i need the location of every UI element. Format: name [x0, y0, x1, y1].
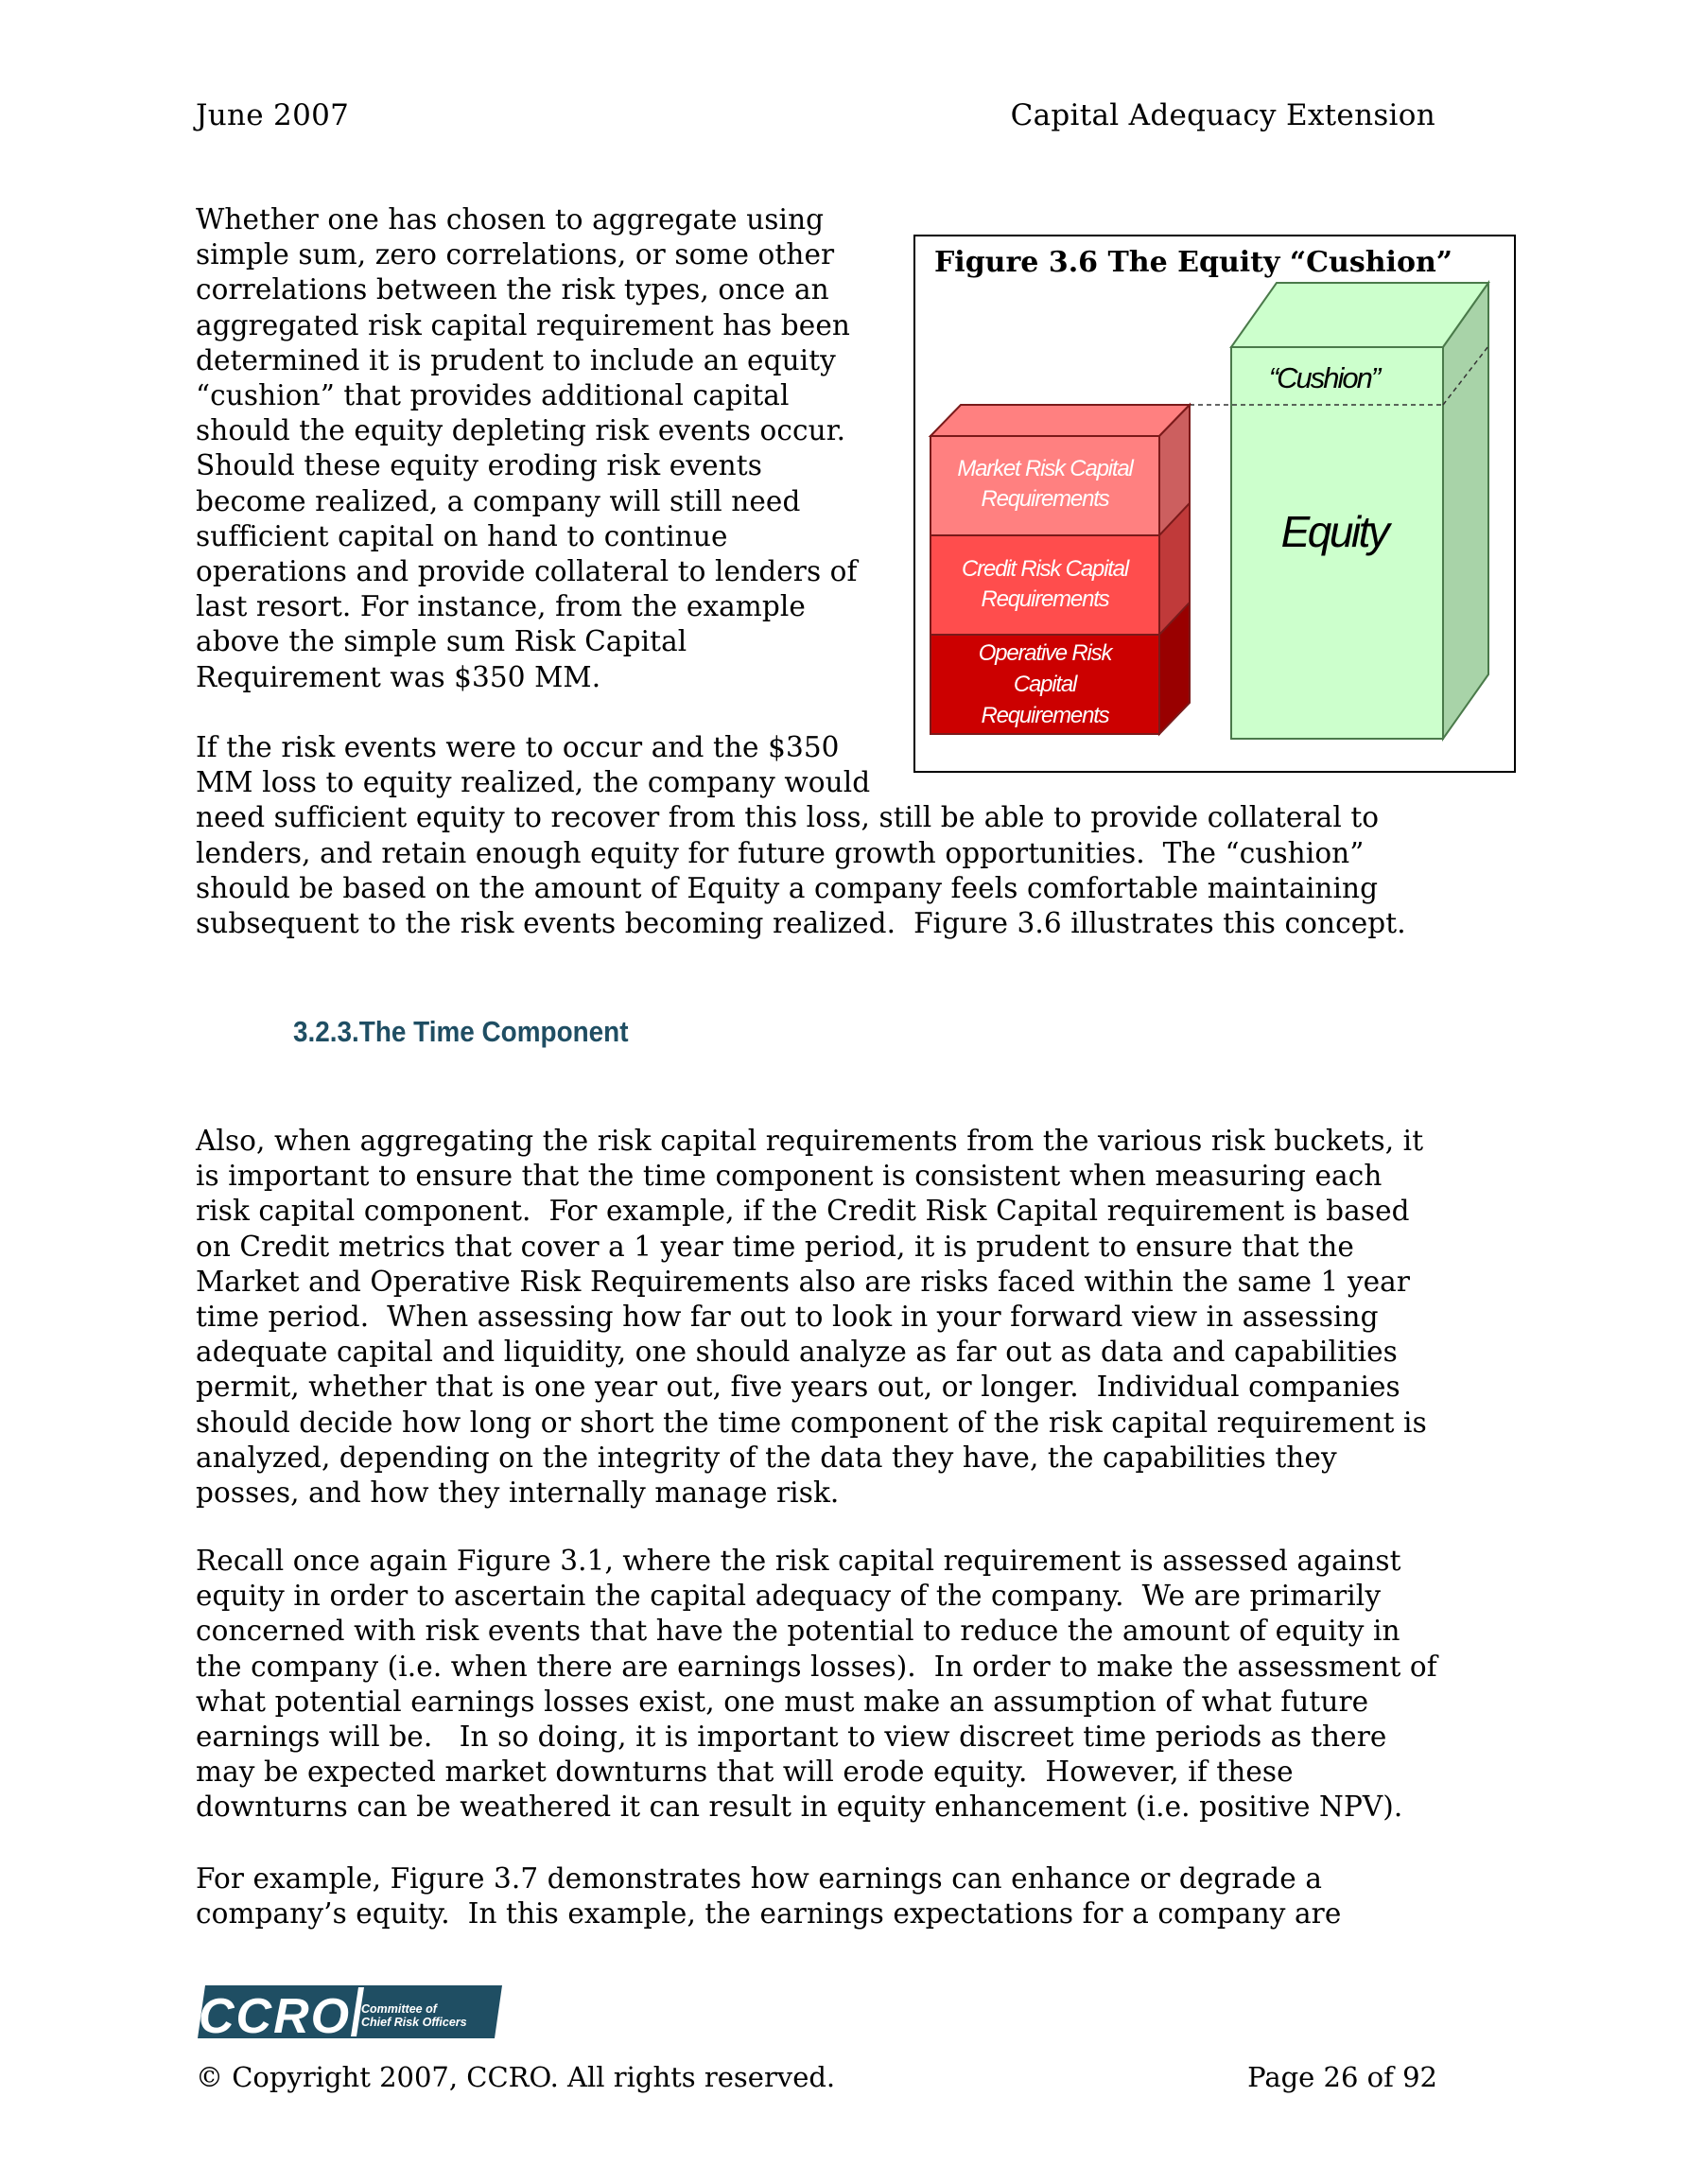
market-block-label-1: Market Risk Capital — [957, 456, 1133, 481]
header-date: June 2007 — [196, 98, 350, 132]
market-block-label-2: Requirements — [981, 486, 1109, 512]
paragraph-risk-events: If the risk events were to occur and the $350 MM loss to equity realized, the company would need sufficient equity to recover from this loss, still be able to provide collateral to lenders, and retain enough equity for future growth opportunities. The “cushion” should be based on the amount of Equity a company feels comfortable maintaining subsequent to the risk events becoming realized. Figure 3.6 illustrates this concept. — [196, 731, 1406, 940]
equity-label: Equity — [1280, 507, 1388, 556]
section-heading: 3.2.3.The Time Component — [293, 1015, 629, 1048]
header-title: Capital Adequacy Extension — [1010, 98, 1435, 132]
credit-block-label-2: Requirements — [981, 586, 1109, 612]
footer-copyright: © Copyright 2007, CCRO. All rights reserved. — [196, 2061, 836, 2093]
figure-caption: Figure 3.6 The Equity “Cushion” — [934, 246, 1453, 279]
operative-block-label-2: Capital — [1013, 672, 1077, 697]
risk-stack-top — [930, 405, 1190, 436]
operative-block-label-1: Operative Risk — [978, 640, 1112, 666]
logo-subtitle: Committee of Chief Risk Officers — [361, 2002, 467, 2029]
credit-risk-block — [930, 535, 1159, 635]
logo-wordmark: CCRO — [199, 1989, 352, 2044]
credit-block-label-1: Credit Risk Capital — [962, 556, 1128, 582]
paragraph-recall-figure: Recall once again Figure 3.1, where the risk capital requirement is assessed against equity in order to ascertain the capital adequacy of the company. We are primarily concerned with risk events that have the potential to reduce the amount of equity in the company (i.e. when there are earnings losses). In order to make the assessment of what potential earnings losses exist, one must make an assumption of what future earnings will be. In so doing, it is important to view discreet time periods as there may be expected market downturns that will erode equity. However, if these downturns can be weathered it can result in equity enhancement (i.e. positive NPV). — [196, 1545, 1437, 1824]
paragraph-time-component: Also, when aggregating the risk capital requirements from the various risk buckets, it is important to ensure that the time component is consistent when measuring each risk capital component. For example, if the Credit Risk Capital requirement is based on Credit metrics that cover a 1 year time period, it is prudent to ensure that the Market and Operative Risk Requirements also are risks faced within the same 1 year time period. When assessing how far out to look in your forward view in assessing adequate capital and liquidity, one should analyze as far out as data and capabilities permit, whether that is one year out, five years out, or longer. Individual companies should decide how long or short the time component of the risk capital requirement is analyzed, depending on the integrity of the data they have, the capabilities they posses, and how they internally manage risk. — [196, 1125, 1427, 1510]
equity-box-side — [1443, 283, 1488, 739]
paragraph-aggregation: Whether one has chosen to aggregate using simple sum, zero correlations, or some other correlations between the risk types, once an aggregated risk capital requirement has been determined it is prudent to include an equity “cushion” that provides additional capital should the equity depleting risk events occur. Should these equity eroding risk events become realized, a company will still need sufficient capital on hand to continue operations and provide collateral to lenders of last resort. For instance, from the example above the simple sum Risk Capital Requirement was $350 MM. — [196, 203, 858, 693]
footer-page-number: Page 26 of 92 — [1247, 2061, 1437, 2093]
paragraph-example: For example, Figure 3.7 demonstrates how earnings can enhance or degrade a company’s equity. In this example, the earnings expectations for a company are — [196, 1862, 1342, 1931]
cushion-label: “Cushion” — [1268, 361, 1380, 394]
operative-block-label-3: Requirements — [981, 703, 1109, 728]
